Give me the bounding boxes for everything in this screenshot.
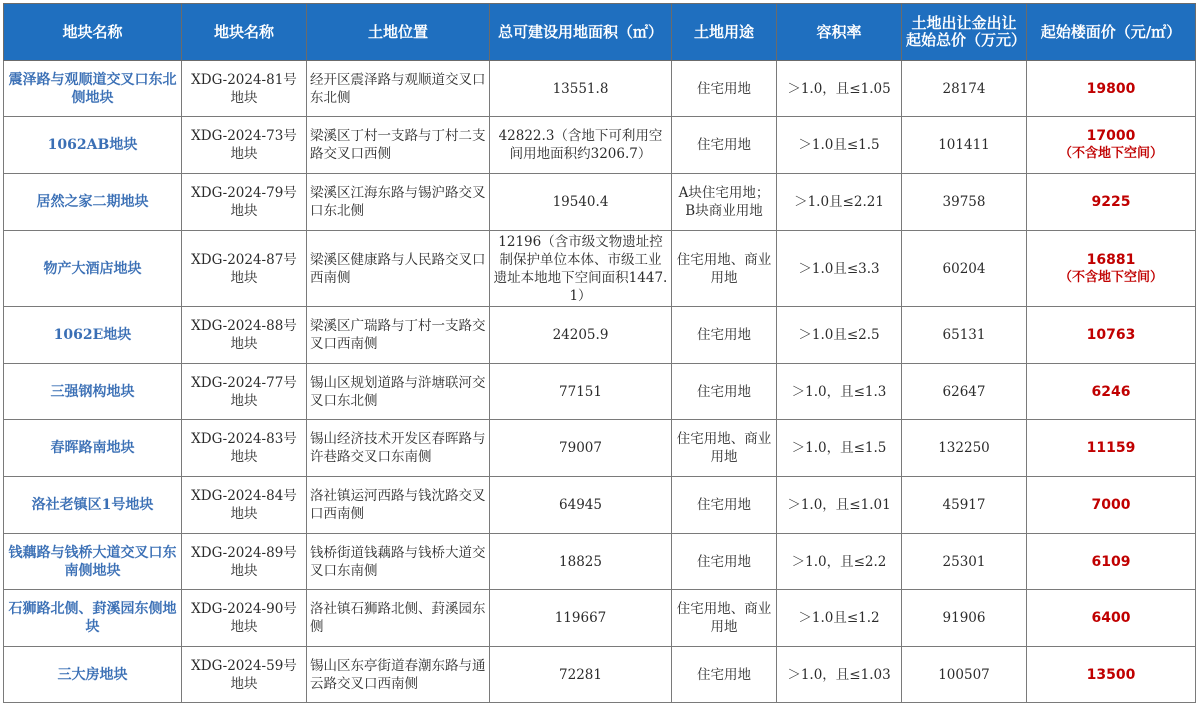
table-row — [4, 364, 1196, 420]
floor-price-cell — [1027, 117, 1196, 174]
floor-price-note: （不含地下空间） — [1058, 269, 1163, 285]
land-use-cell: 住宅用地、商业用地 — [672, 231, 777, 307]
table-row — [4, 61, 1196, 117]
area-cell: 42822.3（含地下可利用空间用地面积约3206.7） — [490, 117, 672, 174]
block-name-cell: 居然之家二期地块 — [4, 174, 182, 231]
floor-price-cell — [1027, 420, 1196, 477]
total-price-cell: 45917 — [902, 477, 1027, 534]
header-block-name: 地块名称 — [4, 4, 182, 61]
table-row — [4, 174, 1196, 231]
far-cell: ＞1.0且≤1.5 — [777, 117, 902, 174]
floor-price-cell — [1027, 647, 1196, 703]
location-cell: 锡山区东亭街道春潮东路与通云路交叉口西南侧 — [307, 647, 490, 703]
far-cell: ＞1.0，且≤1.5 — [777, 420, 902, 477]
total-price-cell: 100507 — [902, 647, 1027, 703]
floor-price-cell — [1027, 231, 1196, 307]
far-cell: ＞1.0且≤2.5 — [777, 307, 902, 364]
far-cell: ＞1.0，且≤1.03 — [777, 647, 902, 703]
total-price-cell: 91906 — [902, 590, 1027, 647]
block-code-cell: XDG-2024-89号地块 — [182, 534, 307, 590]
table-header-row — [4, 4, 1196, 61]
block-code-cell: XDG-2024-73号地块 — [182, 117, 307, 174]
floor-price-cell — [1027, 174, 1196, 231]
total-price-cell: 62647 — [902, 364, 1027, 420]
location-cell: 锡山经济技术开发区春晖路与许巷路交叉口东南侧 — [307, 420, 490, 477]
location-cell: 锡山区规划道路与浒塘联河交叉口东北侧 — [307, 364, 490, 420]
total-price-cell: 132250 — [902, 420, 1027, 477]
location-cell: 经开区震泽路与观顺道交叉口东北侧 — [307, 61, 490, 117]
floor-price-value: 6400 — [1091, 610, 1131, 626]
table-row — [4, 117, 1196, 174]
block-code-cell: XDG-2024-88号地块 — [182, 307, 307, 364]
floor-price-value: 13500 — [1086, 666, 1136, 683]
location-cell: 洛社镇石狮路北侧、葑溪园东侧 — [307, 590, 490, 647]
floor-price-value: 11159 — [1086, 440, 1136, 456]
floor-price-value: 19800 — [1086, 80, 1136, 97]
total-price-cell: 65131 — [902, 307, 1027, 364]
header-far: 容积率 — [777, 4, 902, 61]
area-cell: 12196（含市级文物遗址控制保护单位本体、市级工业遗址本地地下空间面积1447.1） — [490, 231, 672, 307]
header-block-code: 地块名称 — [182, 4, 307, 61]
area-cell: 119667 — [490, 590, 672, 647]
land-auction-table — [3, 3, 1196, 703]
far-cell: ＞1.0且≤2.21 — [777, 174, 902, 231]
table-row — [4, 590, 1196, 647]
header-land-use: 土地用途 — [672, 4, 777, 61]
area-cell: 13551.8 — [490, 61, 672, 117]
location-cell: 梁溪区健康路与人民路交叉口西南侧 — [307, 231, 490, 307]
block-code-cell: XDG-2024-77号地块 — [182, 364, 307, 420]
location-cell: 梁溪区江海东路与锡沪路交叉口东北侧 — [307, 174, 490, 231]
block-name-cell: 震泽路与观顺道交叉口东北侧地块 — [4, 61, 182, 117]
total-price-cell: 25301 — [902, 534, 1027, 590]
header-area: 总可建设用地面积（㎡） — [490, 4, 672, 61]
far-cell: ＞1.0，且≤2.2 — [777, 534, 902, 590]
header-floor-price: 起始楼面价（元/㎡） — [1027, 4, 1196, 61]
table-row — [4, 231, 1196, 307]
floor-price-note: （不含地下空间） — [1058, 146, 1163, 161]
land-use-cell: 住宅用地、商业用地 — [672, 590, 777, 647]
land-use-cell: 住宅用地、商业用地 — [672, 420, 777, 477]
floor-price-value: 9225 — [1091, 194, 1131, 210]
floor-price-value: 6246 — [1091, 383, 1131, 400]
area-cell: 19540.4 — [490, 174, 672, 231]
block-name-cell: 1062AB地块 — [4, 117, 182, 174]
floor-price-cell — [1027, 534, 1196, 590]
block-name-cell: 春晖路南地块 — [4, 420, 182, 477]
block-code-cell: XDG-2024-83号地块 — [182, 420, 307, 477]
table-row — [4, 420, 1196, 477]
far-cell: ＞1.0且≤1.2 — [777, 590, 902, 647]
floor-price-value: 6109 — [1091, 553, 1131, 570]
block-code-cell: XDG-2024-59号地块 — [182, 647, 307, 703]
table-row — [4, 477, 1196, 534]
total-price-cell: 60204 — [902, 231, 1027, 307]
total-price-cell: 39758 — [902, 174, 1027, 231]
area-cell: 79007 — [490, 420, 672, 477]
location-cell: 钱桥街道钱藕路与钱桥大道交叉口东南侧 — [307, 534, 490, 590]
far-cell: ＞1.0，且≤1.3 — [777, 364, 902, 420]
block-code-cell: XDG-2024-84号地块 — [182, 477, 307, 534]
block-name-cell: 石狮路北侧、葑溪园东侧地块 — [4, 590, 182, 647]
far-cell: ＞1.0，且≤1.05 — [777, 61, 902, 117]
area-cell: 24205.9 — [490, 307, 672, 364]
area-cell: 64945 — [490, 477, 672, 534]
land-use-cell: A块住宅用地；B块商业用地 — [672, 174, 777, 231]
floor-price-value: 7000 — [1091, 497, 1131, 513]
floor-price-value: 17000 — [1086, 128, 1136, 144]
land-use-cell: 住宅用地 — [672, 477, 777, 534]
floor-price-cell — [1027, 364, 1196, 420]
total-price-cell: 28174 — [902, 61, 1027, 117]
location-cell: 梁溪区丁村一支路与丁村二支路交叉口西侧 — [307, 117, 490, 174]
land-use-cell: 住宅用地 — [672, 647, 777, 703]
block-code-cell: XDG-2024-79号地块 — [182, 174, 307, 231]
floor-price-cell — [1027, 590, 1196, 647]
area-cell: 72281 — [490, 647, 672, 703]
land-use-cell: 住宅用地 — [672, 61, 777, 117]
floor-price-cell — [1027, 61, 1196, 117]
block-name-cell: 1062E地块 — [4, 307, 182, 364]
location-cell: 梁溪区广瑞路与丁村一支路交叉口西南侧 — [307, 307, 490, 364]
block-code-cell: XDG-2024-81号地块 — [182, 61, 307, 117]
table-row — [4, 307, 1196, 364]
block-code-cell: XDG-2024-90号地块 — [182, 590, 307, 647]
block-name-cell: 物产大酒店地块 — [4, 231, 182, 307]
floor-price-cell — [1027, 307, 1196, 364]
total-price-cell: 101411 — [902, 117, 1027, 174]
far-cell: ＞1.0，且≤1.01 — [777, 477, 902, 534]
land-use-cell: 住宅用地 — [672, 307, 777, 364]
block-name-cell: 洛社老镇区1号地块 — [4, 477, 182, 534]
area-cell: 77151 — [490, 364, 672, 420]
floor-price-value: 10763 — [1086, 327, 1136, 343]
block-name-cell: 三大房地块 — [4, 647, 182, 703]
table-row — [4, 534, 1196, 590]
header-location: 土地位置 — [307, 4, 490, 61]
floor-price-cell — [1027, 477, 1196, 534]
table-row — [4, 647, 1196, 703]
block-name-cell: 三强钢构地块 — [4, 364, 182, 420]
far-cell: ＞1.0且≤3.3 — [777, 231, 902, 307]
block-name-cell: 钱藕路与钱桥大道交叉口东南侧地块 — [4, 534, 182, 590]
land-use-cell: 住宅用地 — [672, 364, 777, 420]
land-use-cell: 住宅用地 — [672, 534, 777, 590]
header-total-price: 土地出让金出让起始总价（万元） — [902, 4, 1027, 61]
floor-price-value: 16881 — [1086, 251, 1136, 268]
block-code-cell: XDG-2024-87号地块 — [182, 231, 307, 307]
location-cell: 洛社镇运河西路与钱沈路交叉口西南侧 — [307, 477, 490, 534]
area-cell: 18825 — [490, 534, 672, 590]
land-use-cell: 住宅用地 — [672, 117, 777, 174]
